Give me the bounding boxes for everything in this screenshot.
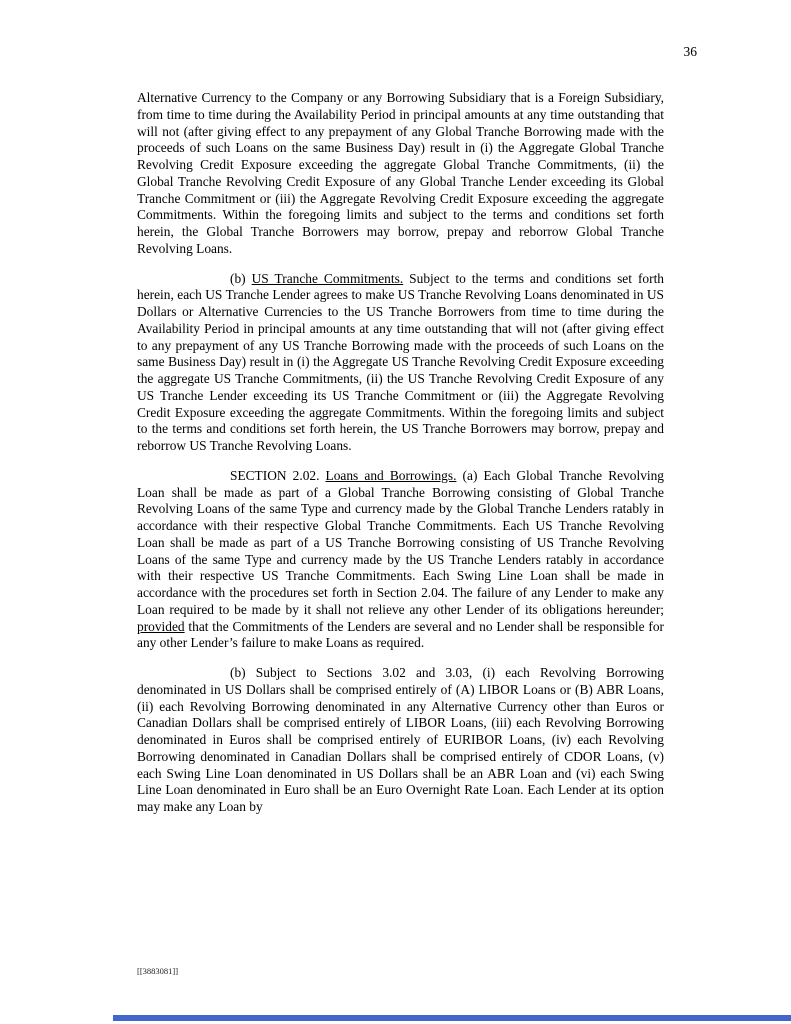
- paragraph: [137, 468, 664, 652]
- paragraph: [137, 90, 664, 258]
- body-text: (b) Subject to Sections 3.02 and 3.03, (i) each Revolving Borrowing denominated in US Dollars shall be comprised entirely of (A) LIBOR Loans or (B) ABR Loans, (ii) each Revolving Borrowing denominated in any Alternative Currency other than Euros or Canadian Dollars shall be comprised entirely of LIBOR Loans, (iii) each Revolving Borrowing denominated in Euros shall be comprised entirely of EURIBOR Loans, (iv) each Revolving Borrowing denominated in Canadian Dollars shall be comprised entirely of CDOR Loans, (v) each Swing Line Loan denominated in US Dollars shall be an ABR Loan and (vi) each Swing Line Loan denominated in Euro shall be an Euro Overnight Rate Loan. Each Lender at its option may make any Loan by: [137, 665, 664, 814]
- underlined-text: US Tranche Commitments.: [251, 270, 404, 286]
- body-text: (b): [230, 270, 252, 286]
- page-number: 36: [683, 44, 697, 59]
- body-text: SECTION 2.02.: [230, 467, 326, 483]
- underlined-text: provided: [137, 618, 185, 634]
- document-id-footer: [[3883081]]: [137, 966, 179, 976]
- paragraph: [137, 271, 664, 455]
- body-text: Subject to the terms and conditions set forth herein, each US Tranche Lender agrees to make US Tranche Revolving Loans denominated in US Dollars or Alternative Currencies to the US Tranche Borrowers from time to time during the Availability Period in principal amounts at any time outstanding that will not (after giving effect to any prepayment of any US Tranche Borrowing made with the proceeds of such Loans on the same Business Day) result in (i) the Aggregate US Tranche Revolving Credit Exposure exceeding the aggregate US Tranche Commitments, (ii) the US Tranche Revolving Credit Exposure of any US Tranche Lender exceeding its US Tranche Commitment or (iii) the Aggregate Revolving Credit Exposure exceeding the aggregate Commitments. Within the foregoing limits and subject to the terms and conditions set forth herein, the US Tranche Borrowers may borrow, prepay and reborrow US Tranche Revolving Loans.: [137, 270, 664, 453]
- body-text: that the Commitments of the Lenders are several and no Lender shall be responsible for any other Lender’s failure to make Loans as required.: [137, 618, 664, 651]
- bottom-highlight-bar: [113, 1015, 791, 1021]
- body-text: Alternative Currency to the Company or any Borrowing Subsidiary that is a Foreign Subsidiary, from time to time during the Availability Period in principal amounts at any time outstanding that will not (after giving effect to any prepayment of any Global Tranche Borrowing made with the proceeds of such Loans on the same Business Day) result in (i) the Aggregate Global Tranche Revolving Credit Exposure exceeding the aggregate Global Tranche Commitments, (ii) the Global Tranche Revolving Credit Exposure of any Global Tranche Lender exceeding its Global Tranche Commitment or (iii) the Aggregate Revolving Credit Exposure exceeding the aggregate Commitments. Within the foregoing limits and subject to the terms and conditions set forth herein, the Global Tranche Borrowers may borrow, prepay and reborrow Global Tranche Revolving Loans.: [137, 90, 664, 256]
- document-body: [137, 90, 664, 829]
- paragraph: [137, 665, 664, 816]
- underlined-text: Loans and Borrowings.: [325, 467, 457, 483]
- body-text: (a) Each Global Tranche Revolving Loan shall be made as part of a Global Tranche Borrowing consisting of Global Tranche Revolving Loans of the same Type and currency made by the Global Tranche Lenders ratably in accordance with their respective Global Tranche Commitments. Each US Tranche Revolving Loan shall be made as part of a US Tranche Borrowing consisting of US Tranche Revolving Loans of the same Type and currency made by the US Tranche Lenders ratably in accordance with their respective US Tranche Commitments. Each Swing Line Loan shall be made in accordance with the procedures set forth in Section 2.04. The failure of any Lender to make any Loan required to be made by it shall not relieve any other Lender of its obligations hereunder;: [137, 467, 664, 617]
